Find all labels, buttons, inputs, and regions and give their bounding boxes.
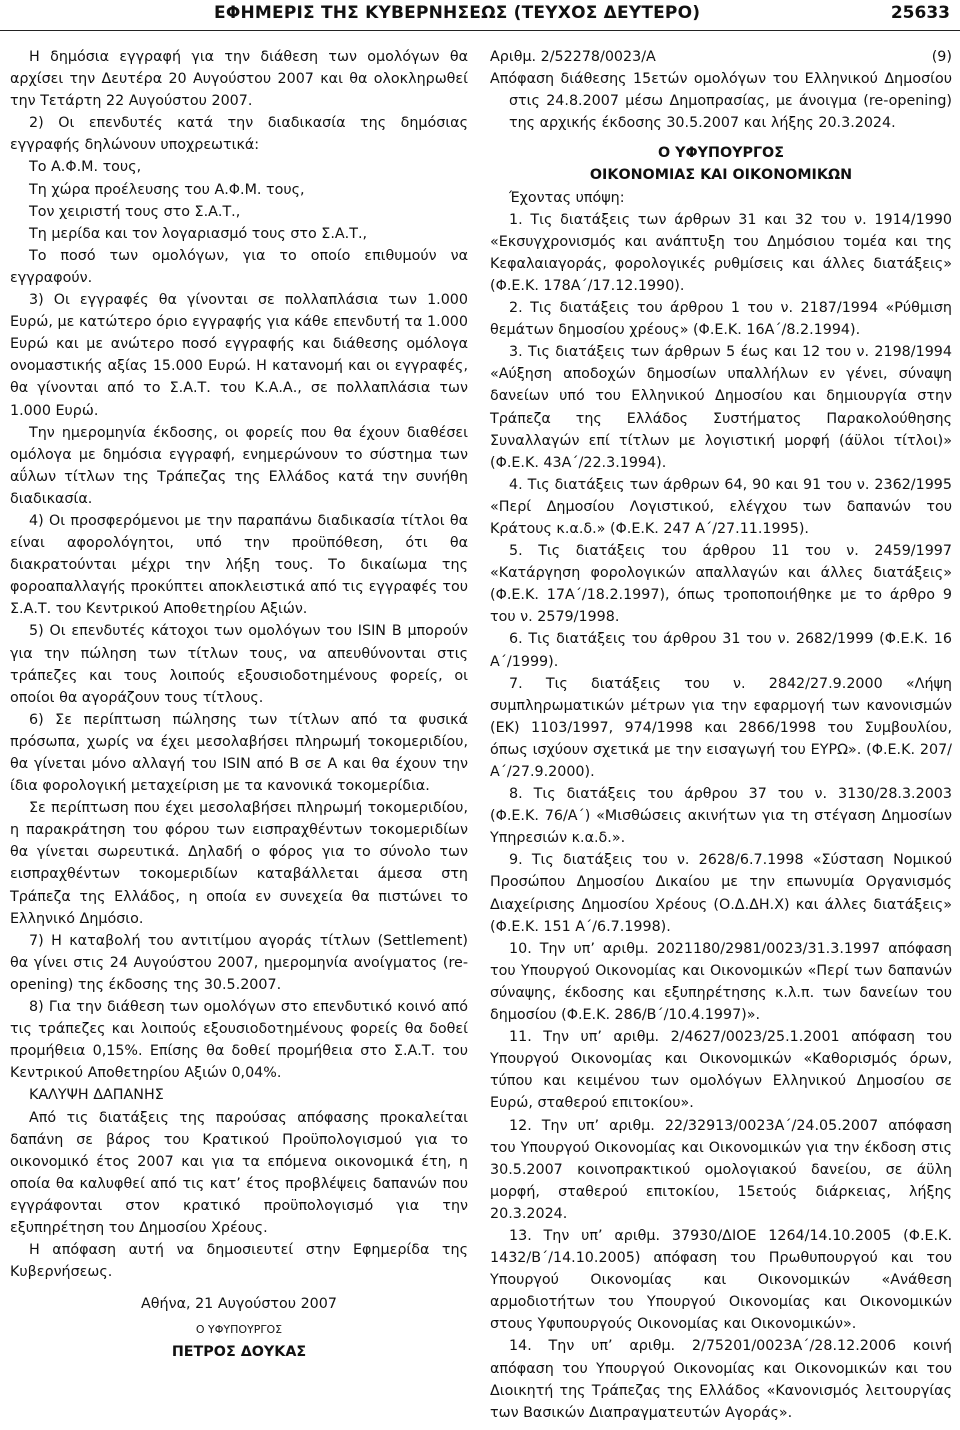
list-item: Το Α.Φ.Μ. τους, xyxy=(29,159,142,176)
considering-label: Έχοντας υπόψη: xyxy=(509,189,625,206)
gazette-header xyxy=(0,0,960,31)
legal-item: 8. Τις διατάξεις του άρθρου 37 του ν. 3130/28.3.2003 (Φ.Ε.Κ. 76/Α΄) «Μισθώσεις ακινήτων για τη στέγαση Δημοσίων Υπηρεσιών κ.α.δ.». xyxy=(490,786,952,847)
paragraph: 3) Οι εγγραφές θα γίνονται σε πολλαπλάσια των 1.000 Ευρώ, με κατώτερο όριο εγγραφής για κάθε επενδυτή τα 1.000 Ευρώ και με ανώτερο ποσό εγγραφής και διάθεσης ομόλογα ονομαστικής αξίας 15.000 Ευρώ. Η κατανομή και οι εγγραφές, θα γίνονται από το Σ.Α.Τ. του Κ.Α.Α., σε πολλαπλάσια των 1.000 Ευρώ. xyxy=(10,292,468,419)
left-column xyxy=(10,46,468,1364)
paragraph: Η δημόσια εγγραφή για την διάθεση των ομολόγων θα αρχίσει την Δευτέρα 20 Αυγούστου 2007 και θα ολοκληρωθεί την Τετάρτη 22 Αυγούστου 2007. xyxy=(10,49,468,110)
page-number: 25633 xyxy=(890,3,950,23)
decision-title: Απόφαση διάθεσης 15ετών ομολόγων του Ελληνικού Δημοσίου στις 24.8.2007 μέσω Δημοπρασίας, με άνοιγμα (re-opening) της αρχικής έκδοσης 30.5.2007 και λήξης 20.3.2024. xyxy=(490,71,952,132)
authority-line: Ο ΥΦΥΠΟΥΡΓΟΣ xyxy=(658,145,784,162)
reference-number: Αριθμ. 2/52278/0023/Α xyxy=(490,49,656,65)
reference-index: (9) xyxy=(931,49,952,65)
legal-item: 3. Τις διατάξεις των άρθρων 5 έως και 12 του ν. 2198/1994 «Αύξηση αποδοχών δημοσίων υπαλλήλων εν γένει, σύναψη δανείων υπό του Ελληνικού Δημοσίου και δημιουργία στην Τράπεζα της Ελλάδος Συστήματος Παρακολούθησης Συναλλαγών επί τίτλων με λογιστική μορφή (άϋλοι τίτλοι)» (Φ.Ε.Κ. 43Α΄/22.3.1994). xyxy=(490,344,952,471)
list-item: Το ποσό των ομολόγων, για το οποίο επιθυμούν να εγγραφούν. xyxy=(10,247,468,286)
list-item: Τον χειριστή τους στο Σ.Α.Τ., xyxy=(29,203,241,220)
paragraph: 6) Σε περίπτωση πώλησης των τίτλων από τα φυσικά πρόσωπα, χωρίς να έχει μεσολαβήσει πληρωμή τοκομεριδίου, θα γίνεται μόνο αλλαγή του ISIN από B σε A και θα έχουν την ίδια φορολογική μεταχείριση με τα κανονικά τοκομερίδια. xyxy=(10,711,468,795)
legal-item: 5. Τις διατάξεις του άρθρου 11 του ν. 2459/1997 «Κατάργηση φορολογικών απαλλαγών και άλλες διατάξεις» (Φ.Ε.Κ. 17Α΄/18.2.1997), όπως τροποποιήθηκε με το άρθρο 9 του ν. 2579/1998. xyxy=(490,543,952,626)
place-date: Αθήνα, 21 Αυγούστου 2007 xyxy=(141,1296,337,1313)
decision-reference xyxy=(490,46,952,68)
authority-ministry: ΟΙΚΟΝΟΜΙΑΣ ΚΑΙ ΟΙΚΟΝΟΜΙΚΩΝ xyxy=(589,167,853,184)
legal-item: 6. Τις διατάξεις του άρθρου 31 του ν. 2682/1999 (Φ.Ε.Κ. 16 Α΄/1999). xyxy=(490,631,952,670)
paragraph: 5) Οι επενδυτές κάτοχοι των ομολόγων του ISIN B μπορούν για την πώληση των τίτλων τους, να απευθύνονται στις τράπεζες και τους λοιπούς εξουσιοδοτημένους φορείς, οι οποίοι θα αγοράζουν τους τίτλους. xyxy=(10,623,468,706)
legal-item: 2. Τις διατάξεις του άρθρου 1 του ν. 2187/1994 «Ρύθμιση θεμάτων δημοσίου χρέους» (Φ.Ε.Κ. 16Α΄/8.2.1994). xyxy=(490,300,952,339)
signer-role: Ο ΥΦΥΠΟΥΡΓΟΣ xyxy=(195,1323,283,1337)
paragraph: Σε περίπτωση που έχει μεσολαβήσει πληρωμή τοκομεριδίου, η παρακράτηση του φόρου των εισπραχθέντων τοκομεριδίων θα γίνεται σωρευτικά. Δηλαδή ο φόρος για το σύνολο των εισπραχθέντων τοκομεριδίων καταβάλλεται άμεσα στη Τράπεζα της Ελλάδος, η οποία εν συνεχεία θα πιστώνει το Ελληνικό Δημόσιο. xyxy=(10,800,468,927)
legal-item: 4. Τις διατάξεις των άρθρων 64, 90 και 91 του ν. 2362/1995 «Περί Δημοσίου Λογιστικού, ελέγχου των δαπανών του Κράτους κ.α.δ.» (Φ.Ε.Κ. 247 Α΄/27.11.1995). xyxy=(490,476,952,537)
paragraph: 8) Για την διάθεση των ομολόγων στο επενδυτικό κοινό από τις τράπεζες και λοιπούς εξουσιοδοτημένους φορείς θα δοθεί προμήθεια 0,15%. Επίσης θα δοθεί προμήθεια στο Σ.Α.Τ. του Κεντρικού Αποθετηρίου Αξιών 0,04%. xyxy=(10,999,468,1082)
legal-item: 1. Τις διατάξεις των άρθρων 31 και 32 του ν. 1914/1990 «Εκσυγχρονισμός και ανάπτυξη του Δημόσιου τομέα και της Κεφαλαιαγοράς, φορολογικές ρυθμίσεις και άλλες διατάξεις» (Φ.Ε.Κ. 178Α΄/17.12.1990). xyxy=(490,211,952,294)
legal-item: 10. Την υπ’ αριθμ. 2021180/2981/0023/31.3.1997 απόφαση του Υπουργού Οικονομίας και Οικονομικών «Περί των δαπανών σύναψης, έκδοσης και εξυπηρέτησης κ.λ.π. των δανείων του δημοσίου (Φ.Ε.Κ. 286/Β΄/10.4.1997)». xyxy=(490,940,952,1024)
legal-item: 13. Την υπ’ αριθμ. 37930/ΔΙΟΕ 1264/14.10.2005 (Φ.Ε.Κ. 1432/Β΄/14.10.2005) απόφαση του Πρωθυπουργού και του Υπουργού Οικονομίας και Οικονομικών «Ανάθεση αρμοδιοτήτων του Υπουργού Οικονομίας και Οικονομικών στους Υφυπουργούς Οικονομίας και Οικονομικών». xyxy=(490,1227,952,1333)
paragraph: 7) Η καταβολή του αντιτίμου αγοράς τίτλων (Settlement) θα γίνει στις 24 Αυγούστου 2007, ημερομηνία ανοίγματος (re-opening) της έκδοσης της 30.5.2007. xyxy=(10,932,468,993)
gazette-title: ΕΦΗΜΕΡΙΣ ΤΗΣ ΚΥΒΕΡΝΗΣΕΩΣ (ΤΕΥΧΟΣ ΔΕΥΤΕΡΟ) xyxy=(214,3,701,23)
signer-name: ΠΕΤΡΟΣ ΔΟΥΚΑΣ xyxy=(171,1344,307,1361)
legal-item: 14. Την υπ’ αριθμ. 2/75201/0023Α΄/28.12.2006 κοινή απόφαση του Υπουργού Οικονομίας και Οικονομικών και του Διοικητή της Τράπεζας της Ελλάδος «Κανονισμός λειτουργίας των Βασικών Διαπραγματευτών Αγοράς». xyxy=(490,1338,952,1421)
section-heading: ΚΑΛΥΨΗ ΔΑΠΑΝΗΣ xyxy=(29,1087,164,1104)
paragraph: Η απόφαση αυτή να δημοσιευτεί στην Εφημερίδα της Κυβερνήσεως. xyxy=(10,1242,468,1281)
paragraph: Την ημερομηνία έκδοσης, οι φορείς που θα έχουν διαθέσει ομόλογα με δημόσια εγγραφή, ενημερώνουν το σύστημα των αΰλων τίτλων της Τράπεζας της Ελλάδος κατά την συνήθη διαδικασία. xyxy=(10,424,468,507)
legal-item: 12. Την υπ’ αριθμ. 22/32913/0023Α΄/24.05.2007 απόφαση του Υπουργού Οικονομίας και Οικονομικών για την έκδοση στις 30.5.2007 κοινοπρακτικού ομολογιακού δανείου, σε άϋλη μορφή, σταθερού επιτοκίου, 15ετούς διάρκειας, λήξης 20.3.2024. xyxy=(490,1117,952,1222)
legal-item: 11. Την υπ’ αριθμ. 2/4627/0023/25.1.2001 απόφαση του Υπουργού Οικονομίας και Οικονομικών «Καθορισμός όρων, τύπου και κειμένου των ομολόγων Ελληνικού Δημοσίου σε Ευρώ, σταθερού επιτοκίου». xyxy=(490,1029,952,1112)
list-item: Τη χώρα προέλευσης του Α.Φ.Μ. τους, xyxy=(29,181,305,198)
paragraph: 4) Οι προσφερόμενοι με την παραπάνω διαδικασία τίτλοι θα είναι αφορολόγητοι, υπό την προϋπόθεση, ότι θα διακρατούνται μέχρι την λήξη τους. Το δικαίωμα της φοροαπαλλαγής προκύπτει αποκλειστικά από τις εγγραφές του Σ.Α.Τ. του Κεντρικού Αποθετηρίου Αξιών. xyxy=(10,512,468,618)
legal-item: 9. Τις διατάξεις του ν. 2628/6.7.1998 «Σύσταση Νομικού Προσώπου Δημοσίου Δικαίου με την επωνυμία Οργανισμός Διαχείρισης Δημοσίου Χρέους (Ο.Δ.ΔΗ.Χ) και άλλες διατάξεις» (Φ.Ε.Κ. 151 Α΄/6.7.1998). xyxy=(490,852,952,935)
legal-item: 7. Τις διατάξεις του ν. 2842/27.9.2000 «Λήψη συμπληρωματικών μέτρων για την εφαρμογή των κανονισμών (ΕΚ) 1103/1997, 974/1998 και 2866/1998 του Συμβουλίου, όπως ισχύουν σχετικά με την εισαγωγή του ΕΥΡΩ». (Φ.Ε.Κ. 207/Α΄/27.9.2000). xyxy=(490,675,952,780)
paragraph: Από τις διατάξεις της παρούσας απόφασης προκαλείται δαπάνη σε βάρος του Κρατικού Προϋπολογισμού για το οικονομικό έτος 2007 και για τα επόμενα οικονομικά έτη, η οποία θα καλυφθεί από τις κατ’ έτος προβλέψεις δαπανών που εγγράφονται στον κρατικό προϋπολογισμό για την εξυπηρέτηση του Δημοσίου Χρέους. xyxy=(10,1109,468,1236)
list-item: Τη μερίδα και τον λογαριασμό τους στο Σ.Α.Τ., xyxy=(29,225,368,242)
paragraph: 2) Οι επενδυτές κατά την διαδικασία της δημόσιας εγγραφής δηλώνουν υποχρεωτικά: xyxy=(10,115,468,154)
right-column xyxy=(490,46,952,1424)
